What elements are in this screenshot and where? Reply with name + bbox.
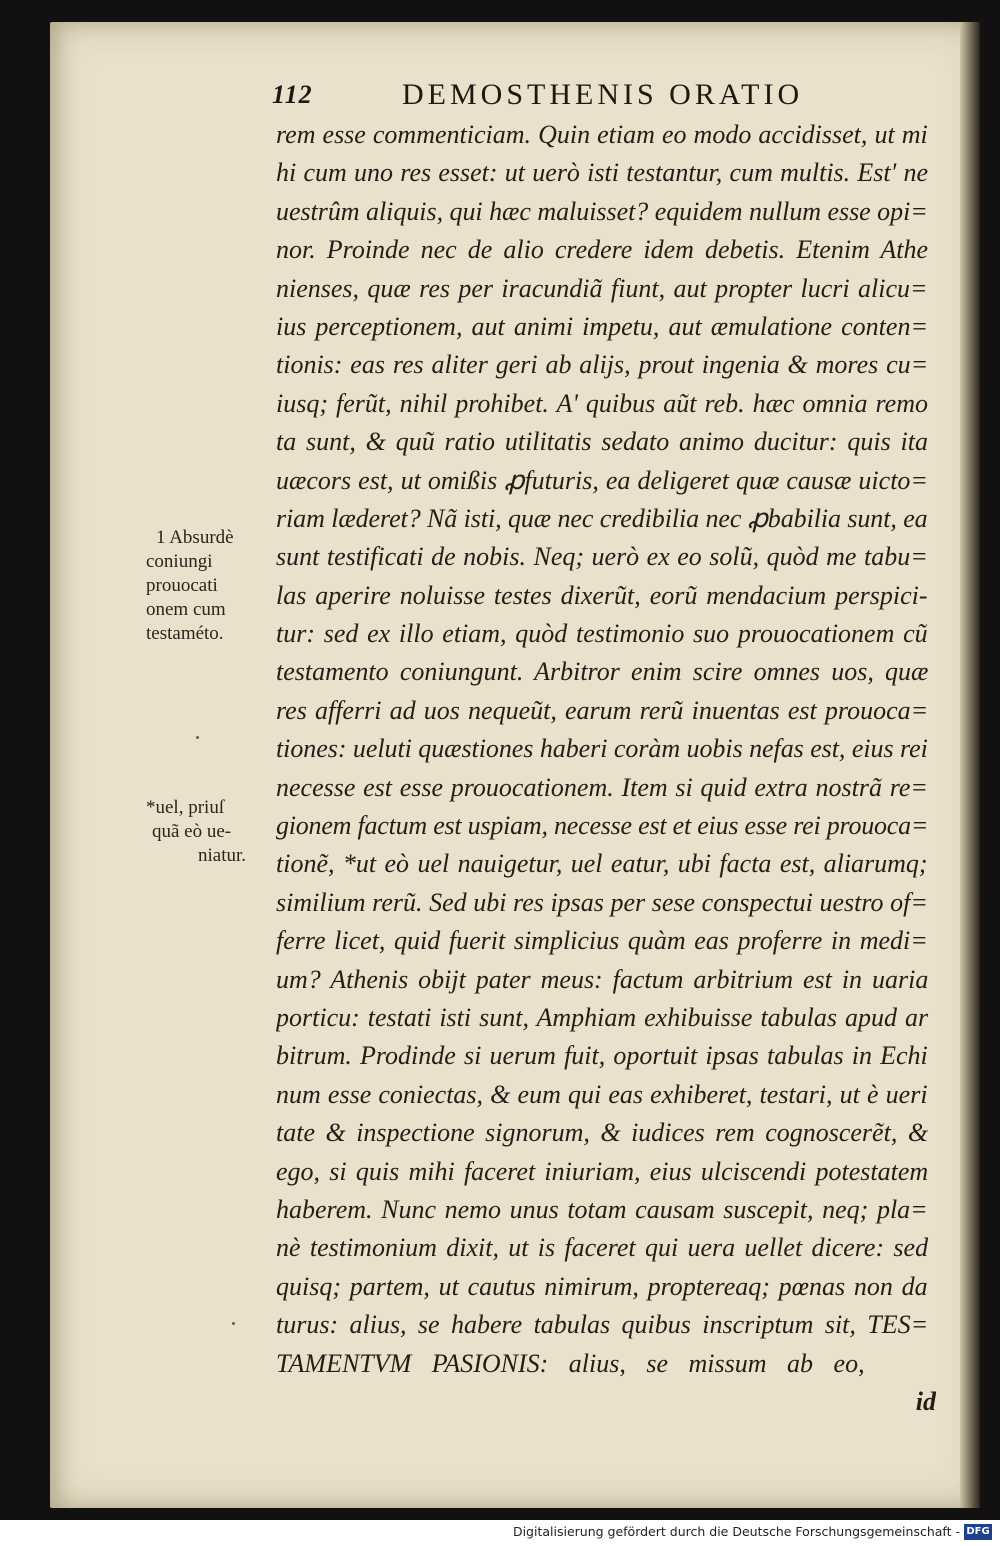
text-line: uestrûm aliquis, qui hæc maluisset? equidem nullum esse opi= <box>276 196 928 226</box>
text-line: las aperire noluisse testes dixerũt, eorũ mendacium perspici- <box>276 580 928 610</box>
page-edge-shadow <box>960 22 980 1508</box>
text-line: id <box>915 1386 936 1416</box>
funding-credit: Digitalisierung gefördert durch die Deutsche Forschungsgemeinschaft - <box>512 1524 960 1539</box>
text-line: tur: sed ex illo etiam, quòd testimonio suo prouocationem cũ <box>276 619 928 649</box>
text-line: tionis: eas res aliter geri ab alijs, prout ingenia & mores cu= <box>276 350 929 380</box>
dfg-logo: DFG <box>964 1524 992 1540</box>
margin-note-line: coniungi <box>146 551 213 572</box>
text-line: porticu: testati isti sunt, Amphiam exhibuisse tabulas apud ar <box>276 1002 929 1032</box>
page-header <box>272 78 932 118</box>
text-line: tate & inspectione signorum, & iudices rem cognoscerẽt, & <box>276 1118 929 1148</box>
text-line: res afferri ad uos nequeũt, earum rerũ inuentas est prouoca= <box>276 695 929 725</box>
margin-note-line: onem cum <box>146 599 226 620</box>
margin-note-line: prouocati <box>146 575 218 596</box>
margin-note-line: niatur. <box>198 845 247 866</box>
text-line: rem esse commenticiam. Quin etiam eo modo accidisset, ut mi <box>276 120 928 149</box>
text-line: iusq; ferũt, nihil prohibet. A' quibus aũt reb. hæc omnia remo <box>276 388 928 418</box>
paper-speck <box>232 1322 235 1325</box>
page-number: 112 <box>272 80 313 109</box>
paper-speck <box>196 736 199 739</box>
margin-note-2 <box>146 796 274 868</box>
text-line: ferre licet, quid fuerit simplicius quàm eas proferre in medi= <box>276 926 928 956</box>
text-line: turus: alius, se habere tabulas quibus inscriptum sit, TES= <box>276 1310 929 1340</box>
body-text-block <box>276 116 936 1421</box>
text-line: ius perceptionem, aut animi impetu, aut æmulatione conten= <box>276 311 928 341</box>
footer-bar <box>0 1520 1000 1546</box>
text-line: TAMENTVM PASIONIS: alius, se missum ab eo, <box>276 1348 865 1378</box>
text-line: tiones: ueluti quæstiones haberi coràm uobis nefas est, eius rei <box>276 734 928 764</box>
margin-note-line: testaméto. <box>146 623 224 644</box>
text-line: nor. Proinde nec de alio credere idem debetis. Etenim Athe <box>276 235 929 265</box>
text-line: quisq; partem, ut cautus nimirum, proptereaq; pœnas non da <box>276 1271 928 1301</box>
text-line: riam læderet? Nã isti, quæ nec credibilia nec ꝓbabilia sunt, ea <box>276 503 928 533</box>
text-line: haberem. Nunc nemo unus totam causam suscepit, neq; pla= <box>276 1194 928 1224</box>
text-line: necesse est esse prouocationem. Item si quid extra nostrã re= <box>276 772 928 802</box>
running-title: DEMOSTHENIS ORATIO <box>402 78 804 111</box>
text-line: uæcors est, ut omißis ꝓfuturis, ea deligeret quæ causæ uicto= <box>276 465 928 495</box>
text-line: ego, si quis mihi faceret iniuriam, eius ulciscendi potestatem <box>276 1156 929 1186</box>
text-line: num esse coniectas, & eum qui eas exhiberet, testari, ut è ueri <box>276 1079 928 1109</box>
text-line: nè testimonium dixit, ut is faceret qui uera uellet dicere: sed <box>276 1233 929 1263</box>
text-line: ta sunt, & quũ ratio utilitatis sedato animo ducitur: quis ita <box>276 427 928 457</box>
text-line: sunt testificati de nobis. Neq; uerò ex eo solũ, quòd me tabu= <box>276 542 928 572</box>
text-line: bitrum. Prodinde si uerum fuit, oportuit ipsas tabulas in Echi <box>276 1041 928 1071</box>
text-line: um? Athenis obijt pater meus: factum arbitrium est in uaria <box>276 964 929 994</box>
margin-note-1 <box>146 526 274 646</box>
text-line: hi cum uno res esset: ut uerò isti testantur, cum multis. Est' ne <box>276 158 928 188</box>
text-line: tionẽ, *ut eò uel nauigetur, uel eatur, ubi facta est, aliarumq; <box>276 849 928 879</box>
margin-note-line: quã eò ue- <box>152 821 232 842</box>
text-line: similium rerũ. Sed ubi res ipsas per sese conspectui uestro of= <box>276 887 928 917</box>
margin-note-line: *uel, priuſ <box>146 797 225 818</box>
text-line: testamento coniungunt. Arbitror enim scire omnes uos, quæ <box>276 657 929 687</box>
text-line: gionem factum est uspiam, necesse est et eius esse rei prouoca= <box>276 811 929 841</box>
margin-note-line: 1 Absurdè <box>156 527 234 548</box>
text-line: nienses, quæ res per iracundiã fiunt, aut propter lucri alicu= <box>276 273 928 303</box>
